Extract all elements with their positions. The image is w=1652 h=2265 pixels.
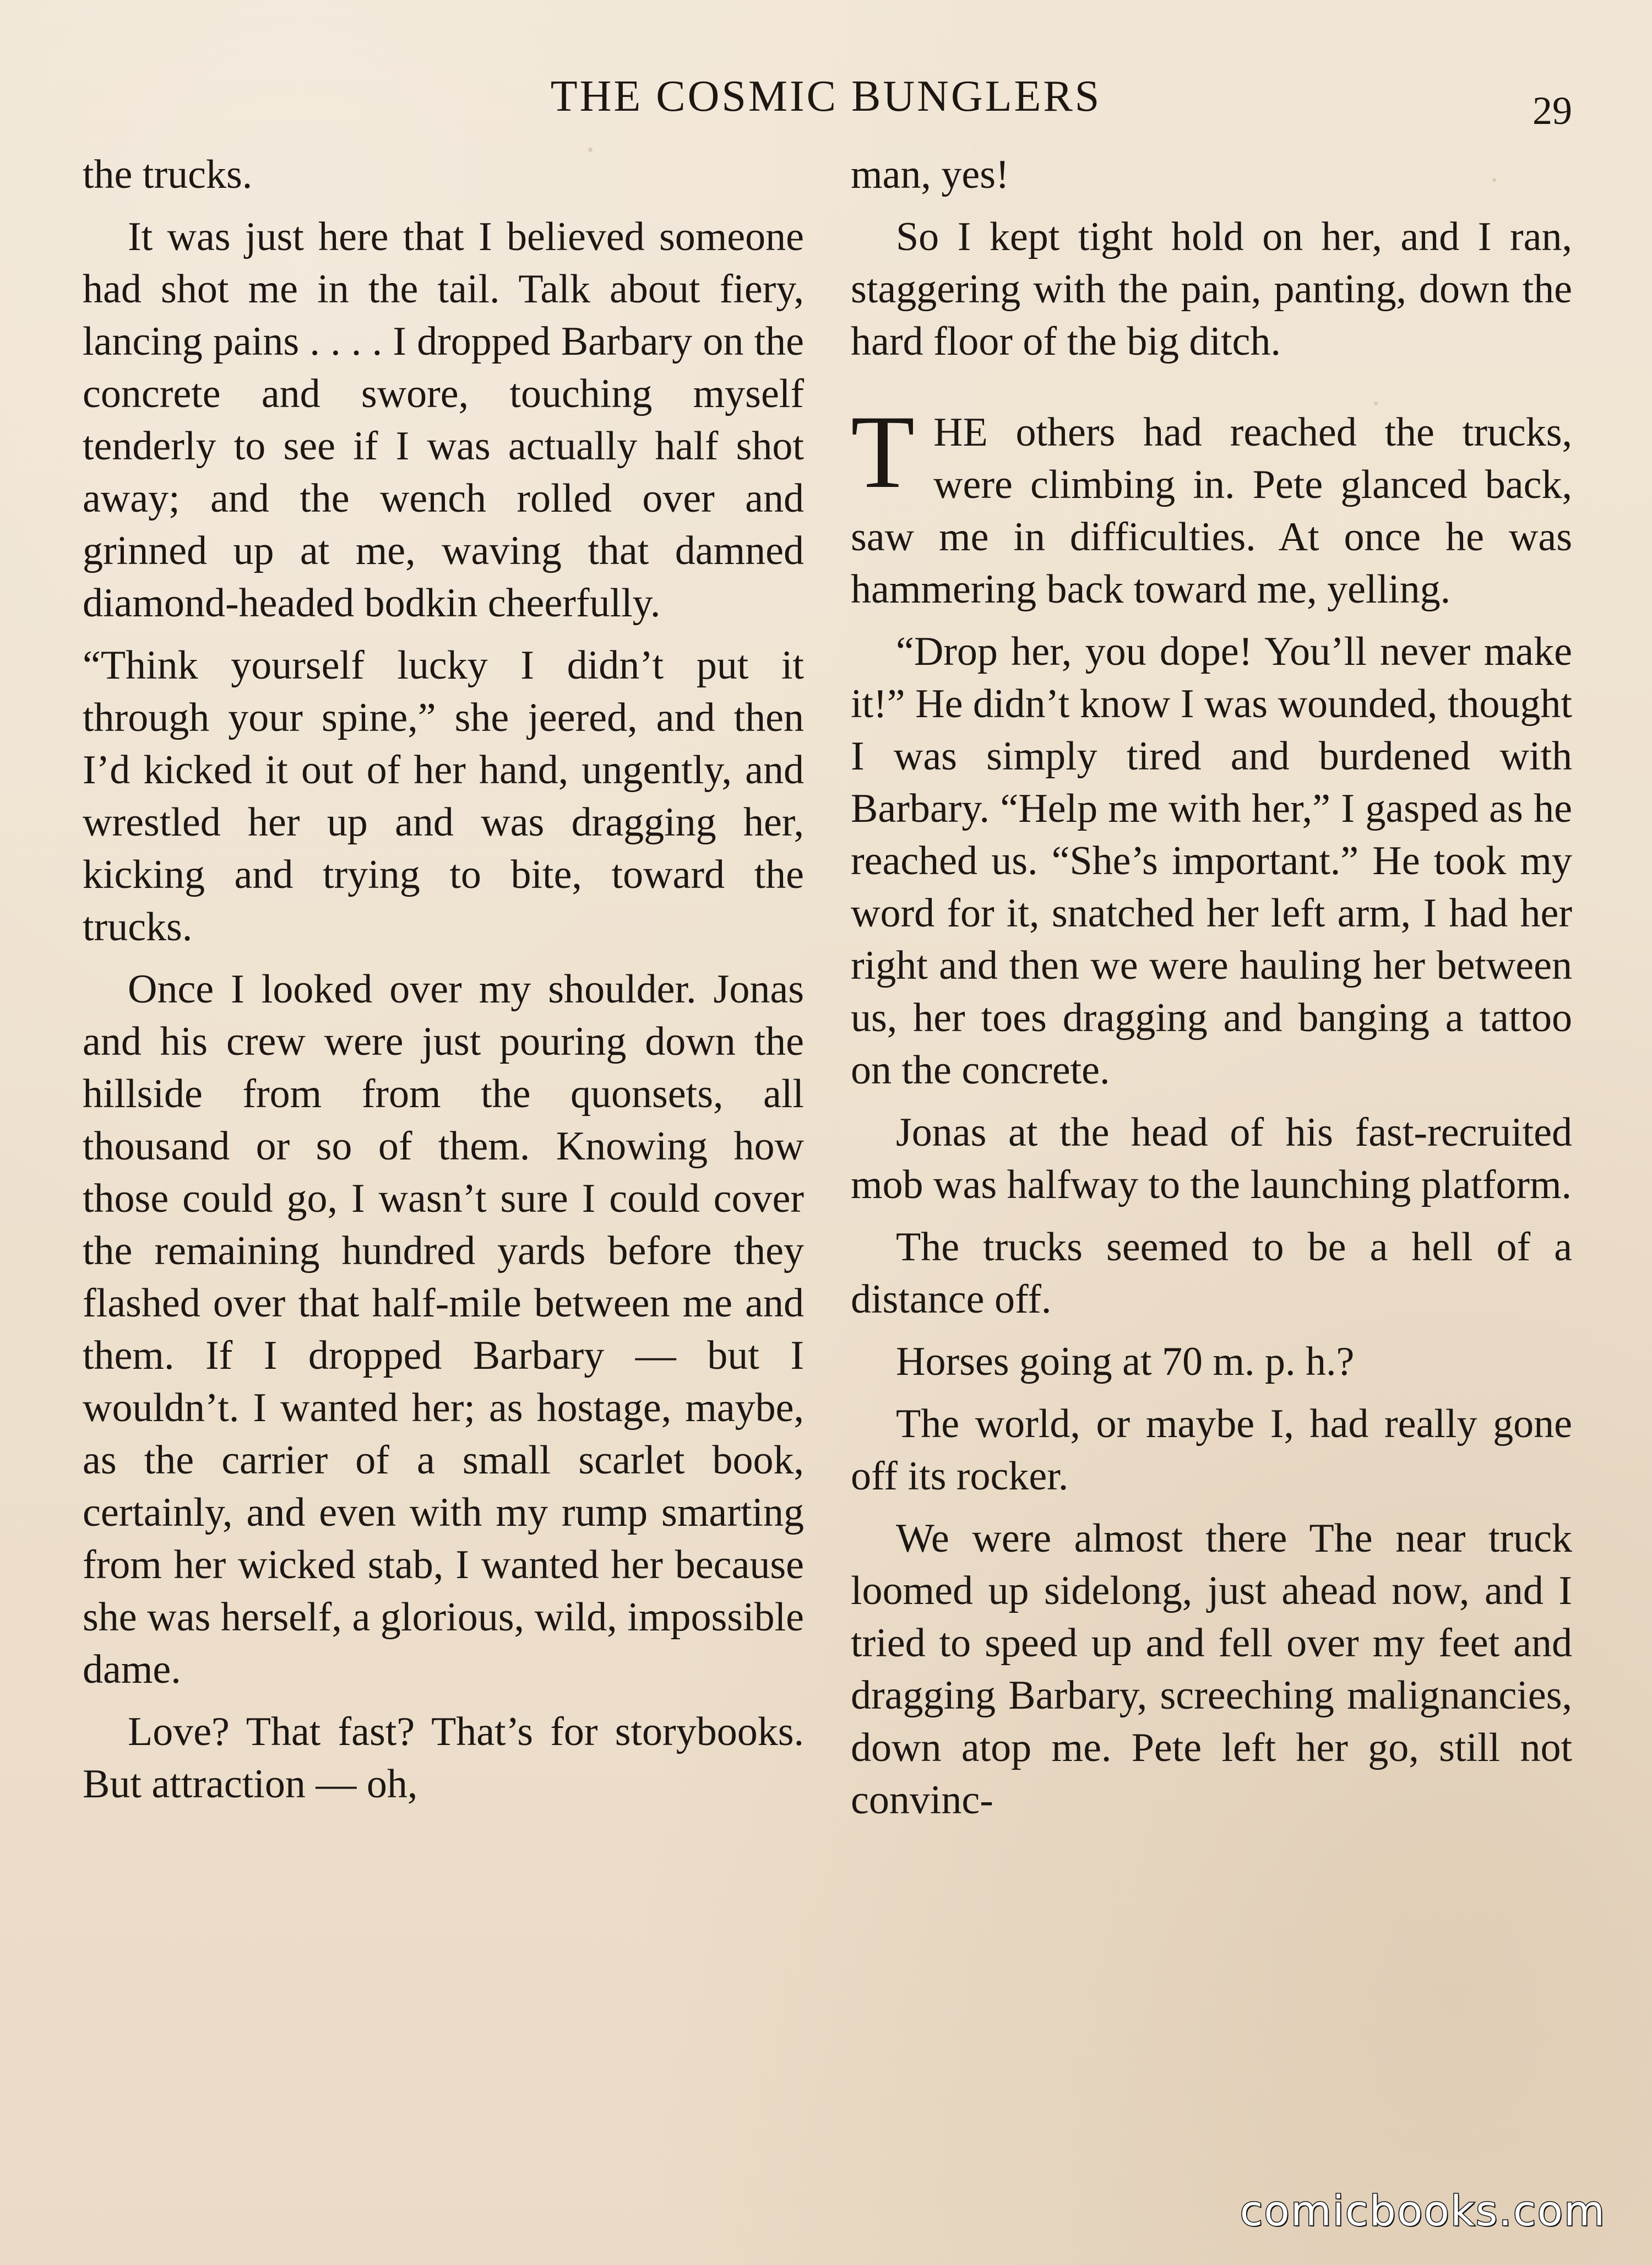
body-paragraph: Horses going at 70 m. p. h.? <box>896 1339 1355 1384</box>
source-watermark: comicbooks.com <box>1240 2186 1606 2235</box>
book-title: THE COSMIC BUNGLERS <box>550 72 1102 121</box>
continuation-paragraph: man, yes! <box>851 152 1009 197</box>
right-text-column <box>851 149 1572 2198</box>
body-paragraph: We were almost there The near truck loomed up sidelong, just ahead now, and I tried to speed up and fell over my feet and dragging Barbary, screeching malignancies, down atop me. Pete left her go, still not convinc- <box>851 1516 1572 1823</box>
body-paragraph: Love? That fast? That’s for storybooks. But attraction — oh, <box>83 1709 804 1807</box>
body-paragraph: Jonas at the head of his fast-recruited mob was halfway to the launching platform. <box>851 1110 1572 1207</box>
page-number: 29 <box>1533 89 1572 133</box>
body-paragraph: Once I looked over my shoulder. Jonas and his crew were just pouring down the hillside from from the quonsets, all thousand or so of them. Knowing how those could go, I wasn’t sure I could cover the remaining hundred yards before they flashed over that half-mile between me and them. If I dropped Barbary — but I wouldn’t. I wanted her; as hostage, maybe, as the carrier of a small scarlet book, certainly, and even with my rump smarting from her wicked stab, I wanted her because she was herself, a glorious, wild, impossible dame. <box>83 967 804 1692</box>
body-paragraph: “Drop her, you dope! You’ll never make it!” He didn’t know I was wounded, thought I was simply tired and burdened with Barbary. “Help me with her,” I gasped as he reached us. “She’s important.” He took my word for it, snatched her left arm, I had her right and then we were hauling her between us, her toes dragging and banging a tattoo on the concrete. <box>851 629 1572 1093</box>
left-text-column <box>83 149 804 2198</box>
body-paragraph: The world, or maybe I, had really gone off its rocker. <box>851 1401 1572 1499</box>
continuation-paragraph: the trucks. <box>83 152 253 197</box>
drop-cap: T <box>851 394 915 510</box>
running-header <box>0 72 1652 127</box>
quoted-paragraph: “Think yourself lucky I didn’t put it through your spine,” she jeered, and then I’d kicked it out of her hand, ungently, and wrestled her up and was dragging her, kicking and trying to bite, toward the trucks. <box>83 643 804 950</box>
section-opening-paragraph <box>851 394 1572 616</box>
body-paragraph: So I kept tight hold on her, and I ran, staggering with the pain, panting, down the hard floor of the big ditch. <box>851 214 1572 364</box>
section-opening-text: HE others had reached the trucks, were climbing in. Pete glanced back, saw me in difficulties. At once he was hammering back toward me, yelling. <box>851 410 1572 612</box>
body-paragraph: The trucks seemed to be a hell of a distance off. <box>851 1224 1572 1322</box>
body-paragraph: It was just here that I believed someone had shot me in the tail. Talk about fiery, lancing pains . . . . I dropped Barbary on the concrete and swore, touching myself tenderly to see if I was actually half shot away; and the wench rolled over and grinned up at me, waving that damned diamond-headed bodkin cheerfully. <box>83 214 804 626</box>
